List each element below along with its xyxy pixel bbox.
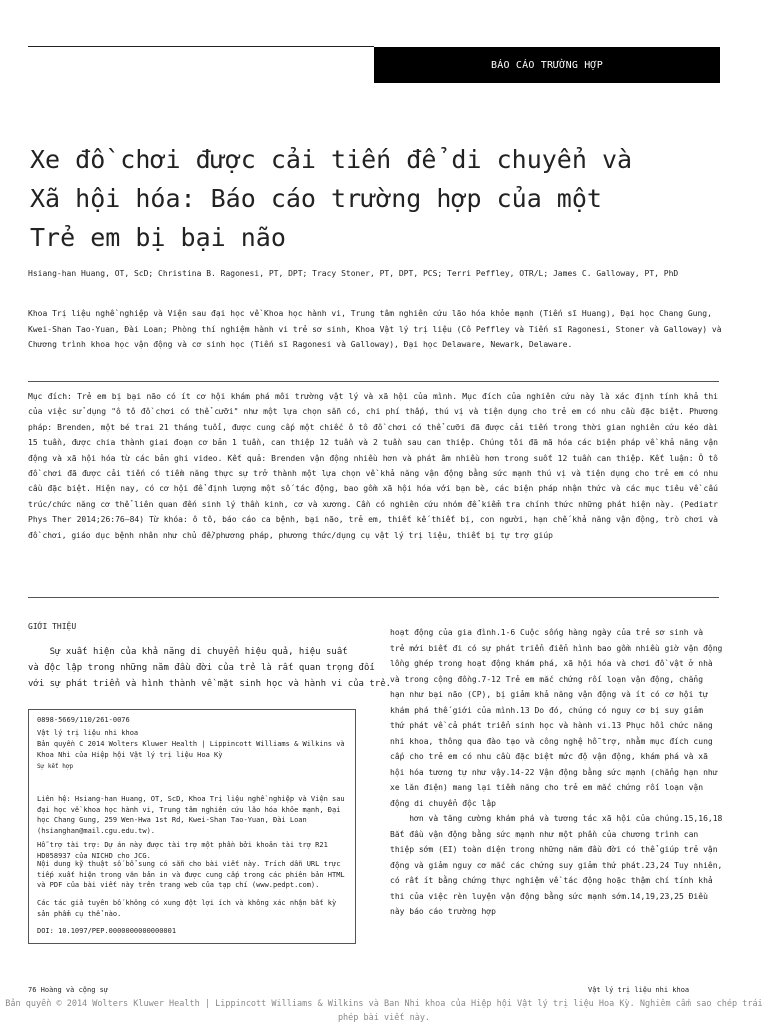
- body-line: Bắt đầu vận động bằng sức mạnh như một phần của chương trình can: [390, 829, 699, 839]
- body-line: nhi khoa, thông qua đào tạo và công nghệ hỗ trợ, nhằm mục đích cung: [390, 736, 713, 746]
- intro-line: Sự xuất hiện của khả năng di chuyển hiệu quả, hiệu suất: [28, 647, 348, 657]
- body-line: lồng ghép trong hoạt động khám phá, xã hội hóa và chơi đồ vật ở nhà: [390, 659, 713, 668]
- body-line: hội hóa tương tự như vậy.14-22 Vận động bằng sức mạnh (chẳng hạn như: [390, 767, 718, 777]
- doi: DOI: 10.1097/PEP.0000000000000001: [37, 927, 177, 935]
- body-line: khám phá thế giới của mình.13 Do đó, chúng có nguy cơ bị suy giảm: [390, 705, 704, 715]
- intro-line: với sự phát triển và hình thành về mặt sinh học và hành vi của trẻ.: [28, 679, 392, 689]
- abstract-top-rule: [28, 381, 719, 382]
- intro-paragraph: [28, 644, 392, 692]
- footer-page-info: 76 Hoàng và cộng sự: [28, 986, 109, 994]
- body-line: và trong cộng đồng.7-12 Trẻ em mắc chứng rối loạn vận động, chẳng: [390, 674, 704, 684]
- author-list: Hsiang-han Huang, OT, ScD; Christina B. Ragonesi, PT, DPT; Tracy Stoner, PT, DPT, PCS; Terri Peffley, OTR/L; James C. Galloway, PT, PhD: [28, 269, 679, 278]
- article-info-box: [28, 709, 356, 944]
- article-type: Sự kết hợp: [37, 763, 74, 770]
- body-line: thi của việc rèn luyện vận động bằng sức mạnh sớm.14,19,23,25 Điều: [390, 891, 708, 901]
- body-line: thiệp sớm (EI) toàn diện trong những năm đầu đời có thể giúp trẻ vận: [390, 845, 718, 854]
- body-line: cấp cho trẻ em có nhu cầu đặc biệt mức độ vận động, khám phá và xã: [390, 752, 708, 761]
- body-line: hạn như bại não (CP), bị giảm khả năng vận động và ít có cơ hội tự: [390, 690, 708, 699]
- article-title: [30, 140, 730, 257]
- body-line: hoạt động của gia đình.1-6 Cuộc sống hàng ngày của trẻ sơ sinh và: [390, 628, 704, 637]
- funding-support: Hỗ trợ tài trợ: Dự án này được tài trợ một phần bởi khoản tài trợ R21 HD058937 của NICHD cho JCG.: [37, 841, 328, 860]
- contact-info: Liên hệ: Hsiang-han Huang, OT, ScD, Khoa Trị liệu nghề nghiệp và Viện sau đại học về khoa học hành vi, Trung tâm nghiên cứu lão hóa khỏe mạnh, Đại học Chang Gung, 259 Wen-Hwa 1st Rd, Kwei-Shan Tao-Yuan, Đài Loan (hsianghan@mail.cgu.edu.tw).: [37, 795, 345, 835]
- body-line: động di chuyển độc lập: [390, 798, 496, 808]
- right-column-text: [390, 625, 732, 920]
- section-label: BÁO CÁO TRƯỜNG HỢP: [374, 47, 720, 83]
- abstract-bottom-rule: [28, 597, 719, 598]
- copyright-note: Bản quyền C 2014 Wolters Kluwer Health | Lippincott Williams & Wilkins và Khoa Nhi của Hiệp hội Vật lý trị liệu Hoa Kỳ: [37, 740, 345, 759]
- issn: 0898-5669/110/261-0076: [37, 716, 130, 724]
- body-line: hơn và tăng cường khám phá và tương tác xã hội của chúng.15,16,18: [390, 814, 723, 823]
- journal-name: Vật lý trị liệu nhi khoa: [37, 729, 139, 737]
- affiliations: Khoa Trị liệu nghề nghiệp và Viện sau đại học về Khoa học hành vi, Trung tâm nghiên cứu lão hóa khỏe mạnh (Tiến sĩ Huang), Đại học Chang Gung, Kwei-Shan Tao-Yuan, Đài Loan; Phòng thí nghiệm hành vi trẻ sơ sinh, Khoa Vật lý trị liệu (Cô Peffley và Tiến sĩ Ragonesi, Stoner và Galloway) và Chương trình khoa học vận động và cơ sinh học (Tiến sĩ Ragonesi và Galloway), Đại học Delaware, Newark, Delaware.: [28, 309, 722, 349]
- conflict-statement: Các tác giả tuyên bố không có xung đột lợi ích và không xác nhận bất kỳ sản phẩm cụ thể nào.: [37, 899, 337, 918]
- footer-journal: Vật lý trị liệu nhi khoa: [588, 986, 690, 994]
- body-line: có rất ít bằng chứng thực nghiệm về tác động hoặc thậm chí tính khả: [390, 876, 713, 885]
- body-line: xe lăn điện) mang lại tiềm năng cho trẻ em mắc chứng rối loạn vận: [390, 783, 704, 792]
- top-rule: [28, 46, 374, 47]
- intro-heading: GIỚI THIỆU: [28, 622, 77, 631]
- title-line: Trẻ em bị bại não: [30, 223, 286, 252]
- intro-line: và độc lập trong những năm đầu đời của trẻ là rất quan trọng đối: [28, 663, 375, 673]
- body-line: trẻ mới biết đi có sự phát triển điển hình bao gồm nhiều giờ vận động: [390, 643, 723, 653]
- body-line: động và giảm nguy cơ mắc các chứng suy giảm thứ phát.23,24 Tuy nhiên,: [390, 860, 723, 870]
- body-line: thứ phát về cả phát triển sinh học và hành vi.13 Phục hồi chức năng: [390, 721, 713, 730]
- digital-content-note: Nội dung kỹ thuật số bổ sung có sẵn cho bài viết này. Trích dẫn URL trực tiếp xuất hiện trong văn bản in và được cung cấp trong các phiên bản HTML và PDF của bài viết này trên trang web của tạp chí (www.pedpt.com).: [37, 860, 345, 889]
- title-line: Xe đồ chơi được cải tiến để di chuyển và: [30, 145, 633, 174]
- copyright-footer: Bản quyền © 2014 Wolters Kluwer Health | Lippincott Williams & Wilkins và Ban Nhi khoa của Hiệp hội Vật lý trị liệu Hoa Kỳ. Nghiêm cấm sao chép trái phép bài viết này.: [5, 999, 763, 1023]
- body-line: này báo cáo trường hợp: [390, 907, 496, 916]
- title-line: Xã hội hóa: Báo cáo trường hợp của một: [30, 184, 602, 213]
- abstract: Mục đích: Trẻ em bị bại não có ít cơ hội khám phá môi trường vật lý và xã hội của mình. Mục đích của nghiên cứu này là xác định tính khả thi của việc sử dụng "ô tô đồ chơi có thể cưỡi" như một lựa chọn sẵn có, chi phí thấp, thú vị và tiện dụng cho trẻ em có nhu cầu đặc biệt. Phương pháp: Brenden, một bé trai 21 tháng tuổi, được cung cấp một chiếc ô tô đồ chơi có thể cưỡi đã được cải tiến trong thời gian nghiên cứu kéo dài 15 tuần, được chia thành giai đoạn cơ bản 1 tuần, can thiệp 12 tuần và 2 tuần sau can thiệp. Chúng tôi đã mã hóa các biện pháp về khả năng vận động và xã hội hóa từ các bản ghi video. Kết quả: Brenden vận động nhiều hơn và phát âm nhiều hơn trong suốt 12 tuần can thiệp. Kết luận: Ô tô đồ chơi đã được cải tiến có tiềm năng thực sự trở thành một lựa chọn về khả năng vận động bằng sức mạnh thú vị và tiện dụng cho trẻ em có nhu cầu đặc biệt. Hiện nay, có cơ hội để định lượng một số tác động, bao gồm xã hội hóa với bạn bè, các biện pháp nhận thức và các mục tiêu về cấu trúc/chức năng cơ thể liên quan đến sinh lý thần kinh, cơ và xương. Cần có nghiên cứu nhóm để kiểm tra chính thức những phát hiện này. (Pediatr Phys Ther 2014;26:76–84) Từ khóa: ô tô, báo cáo ca bệnh, bại não, trẻ em, thiết kế thiết bị, con người, hạn chế khả năng vận động, trò chơi và đồ chơi, giáo dục bệnh nhân như chủ đề/phương pháp, phương thức/dụng cụ vật lý trị liệu, thiết bị tự trợ giúp: [28, 392, 718, 540]
